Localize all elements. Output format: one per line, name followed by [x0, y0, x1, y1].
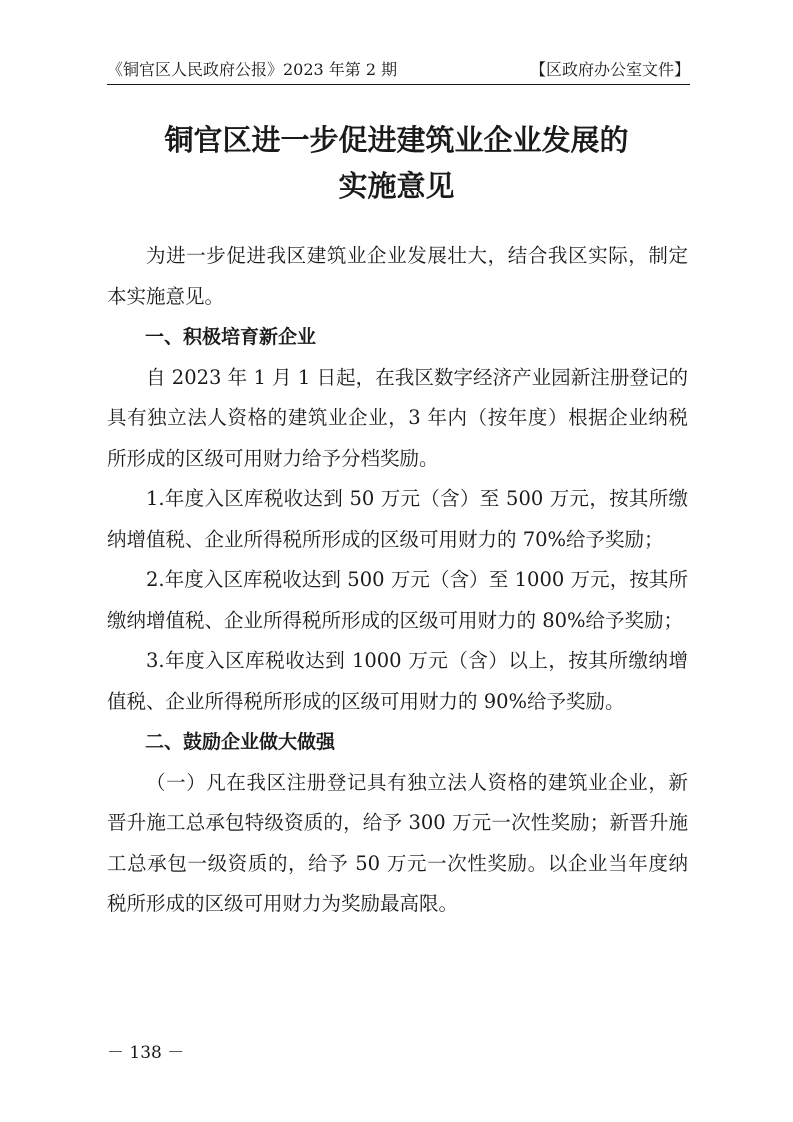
title-line-2: 实施意见 [338, 169, 455, 203]
intro-paragraph: 为进一步促进我区建筑业企业发展壮大，结合我区实际，制定本实施意见。 [107, 244, 688, 308]
page-number: － 138 － [107, 1043, 185, 1063]
section1-item-1: 1.年度入区库税收达到 50 万元（含）至 500 万元，按其所缴纳增值税、企业所得税所形成的区级可用财力的 70%给予奖励； [107, 487, 688, 551]
section-heading-2: 二、鼓励企业做大做强 [145, 731, 336, 753]
section1-item-2: 2.年度入区库税收达到 500 万元（含）至 1000 万元，按其所缴纳增值税、企业所得税所形成的区级可用财力的 80%给予奖励； [107, 568, 688, 632]
header-rule [107, 84, 690, 85]
header-category: 【区政府办公室文件】 [529, 60, 690, 79]
section2-paragraph: （一）凡在我区注册登记具有独立法人资格的建筑业企业，新晋升施工总承包特级资质的，给予 300 万元一次性奖励；新晋升施工总承包一级资质的，给予 50 万元一次性奖励。以企业当年度纳税所形成的区级可用财力为奖励最高限。 [107, 770, 688, 915]
section-heading-1: 一、积极培育新企业 [145, 326, 317, 348]
document-body [107, 236, 688, 925]
document-title [60, 117, 733, 209]
section1-paragraph: 自 2023 年 1 月 1 日起，在我区数字经济产业园新注册登记的具有独立法人资格的建筑业企业，3 年内（按年度）根据企业纳税所形成的区级可用财力给予分档奖励。 [107, 365, 688, 470]
section1-item-3: 3.年度入区库税收达到 1000 万元（含）以上，按其所缴纳增值税、企业所得税所形成的区级可用财力的 90%给予奖励。 [107, 649, 688, 713]
title-line-1: 铜官区进一步促进建筑业企业发展的 [164, 123, 629, 157]
running-header [107, 54, 690, 80]
header-publication: 《铜官区人民政府公报》2023 年第 2 期 [107, 60, 398, 79]
